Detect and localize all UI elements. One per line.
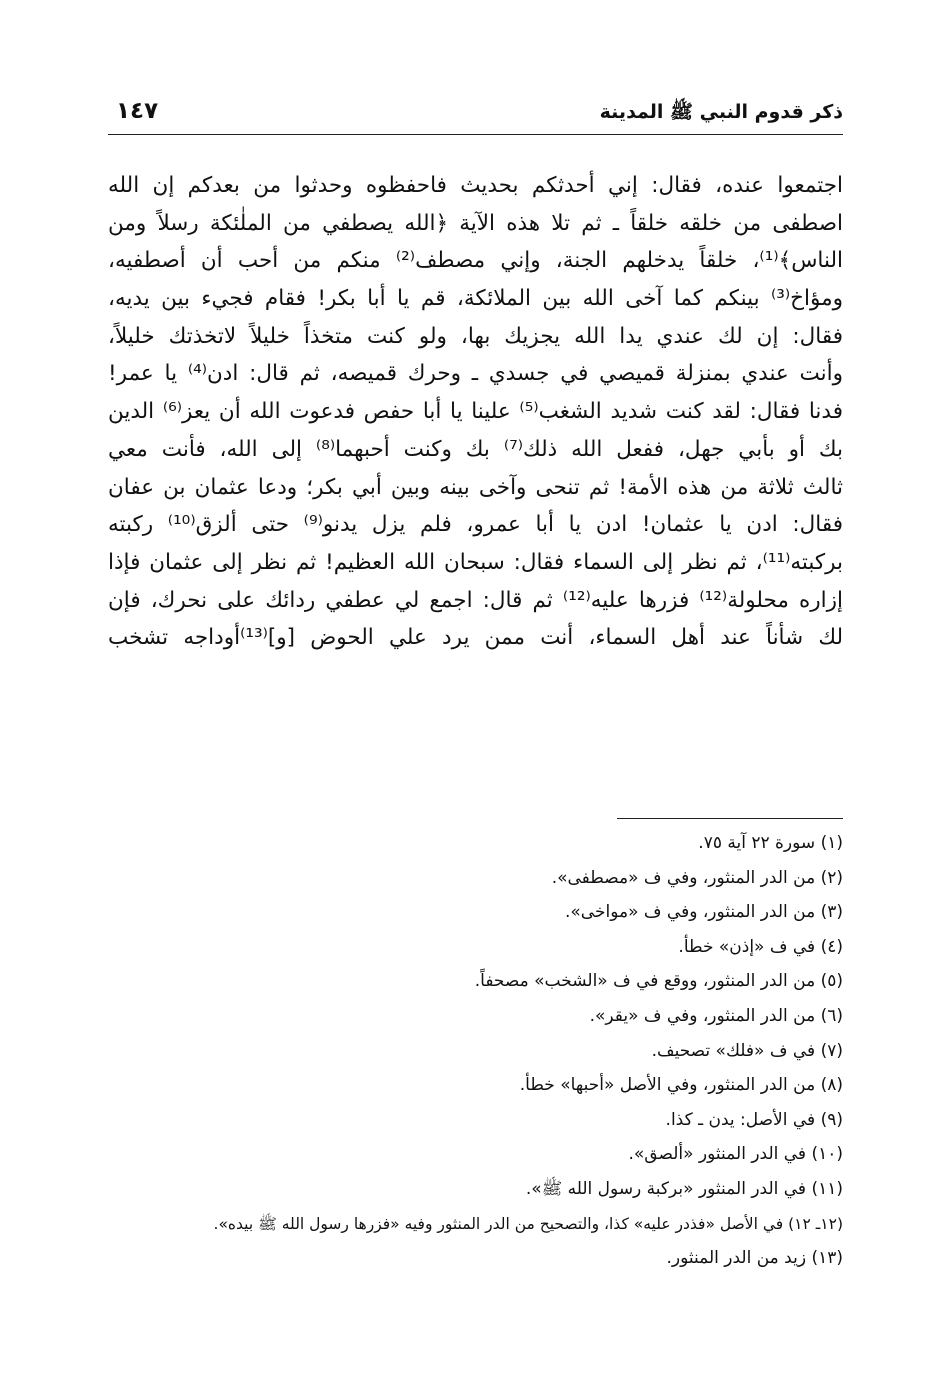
footnote: (٥) من الدر المنثور، ووقع في ف «الشخب» مصحفاً. bbox=[474, 971, 843, 992]
footnote: (٣) من الدر المنثور، وفي ف «مواخى». bbox=[564, 902, 843, 923]
text-line: ومؤاخ⁽³⁾ بينكم كما آخى الله بين الملائكة، قم يا أبا بكر! فقام فجيء بين يديه، bbox=[108, 286, 843, 312]
footnote: (٧) في ف «فلك» تصحيف. bbox=[651, 1040, 843, 1061]
text-line: وأنت عندي بمنزلة قميصي في جسدي ـ وحرك قميصه، ثم قال: ادن⁽⁴⁾ يا عمر! bbox=[108, 361, 843, 387]
footnote: (٢) من الدر المنثور، وفي ف «مصطفى». bbox=[551, 867, 843, 888]
header-rule bbox=[108, 134, 843, 135]
text-line: الناس﴾⁽¹⁾، خلقاً يدخلهم الجنة، وإني مصطف⁽²⁾ منكم من أحب أن أصطفيه، bbox=[108, 248, 843, 274]
text-line: لك شأناً عند أهل السماء، أنت ممن يرد علي الحوض [و]⁽¹³⁾أوداجه تشخب bbox=[108, 625, 843, 651]
text-line: فقال: إن لك عندي يدا الله يجزيك بها، ولو كنت متخذاً خليلاً لاتخذتك خليلاً، bbox=[108, 323, 843, 349]
footnote: (١٢ـ ١٢) في الأصل «فذدر عليه» كذا، والتصحيح من الدر المنثور وفيه «فزرها رسول الله ﷺ بيده». bbox=[213, 1214, 843, 1233]
main-text bbox=[108, 167, 843, 657]
text-line: ثالث ثلاثة من هذه الأمة! ثم تنحى وآخى بينه وبين أبي بكر؛ ودعا عثمان بن عفان bbox=[108, 474, 843, 500]
page-header bbox=[108, 96, 843, 134]
footnote: (٩) في الأصل: يدن ـ كذا. bbox=[665, 1109, 843, 1130]
footnote: (١١) في الدر المنثور «بركبة رسول الله ﷺ». bbox=[525, 1178, 843, 1199]
text-line: فدنا فقال: لقد كنت شديد الشغب⁽⁵⁾ علينا يا أبا حفص فدعوت الله أن يعز⁽⁶⁾ الدين bbox=[108, 399, 843, 425]
footnote: (١) سورة ٢٢ آية ٧٥. bbox=[698, 833, 843, 853]
text-line: بركبته⁽¹¹⁾، ثم نظر إلى السماء فقال: سبحان الله العظيم! ثم نظر إلى عثمان فإذا bbox=[108, 549, 843, 575]
text-line: بك أو بأبي جهل، ففعل الله ذلك⁽⁷⁾ بك وكنت أحبهما⁽⁸⁾ إلى الله، فأنت معي bbox=[108, 436, 843, 462]
page-number: ١٤٧ bbox=[116, 98, 159, 124]
text-line: إزاره محلولة⁽¹²⁾ فزرها عليه⁽¹²⁾ ثم قال: اجمع لي عطفي ردائك على نحرك، فإن bbox=[108, 587, 843, 613]
running-title: ذكر قدوم النبي ﷺ المدينة bbox=[599, 101, 843, 123]
footnote: (١٠) في الدر المنثور «ألصق». bbox=[628, 1144, 843, 1165]
footnote: (٤) في ف «إذن» خطأ. bbox=[678, 936, 843, 957]
footnote-rule bbox=[617, 818, 843, 819]
text-line: اصطفى من خلقه خلقاً ـ ثم تلا هذه الآية ﴿الله يصطفي من الملٰئكة رسلاً ومن bbox=[108, 210, 843, 236]
footnote: (٨) من الدر المنثور، وفي الأصل «أحبها» خطأ. bbox=[519, 1075, 843, 1096]
footnotes bbox=[103, 826, 843, 1276]
footnote: (١٣) زيد من الدر المنثور. bbox=[666, 1248, 843, 1269]
text-line: فقال: ادن يا عثمان! ادن يا أبا عمرو، فلم يزل يدنو⁽⁹⁾ حتى ألزق⁽¹⁰⁾ ركبته bbox=[108, 512, 843, 538]
footnote: (٦) من الدر المنثور، وفي ف «يقر». bbox=[589, 1005, 843, 1026]
text-line: اجتمعوا عنده، فقال: إني أحدثكم بحديث فاحفظوه وحدثوا من بعدكم إن الله bbox=[108, 173, 843, 198]
